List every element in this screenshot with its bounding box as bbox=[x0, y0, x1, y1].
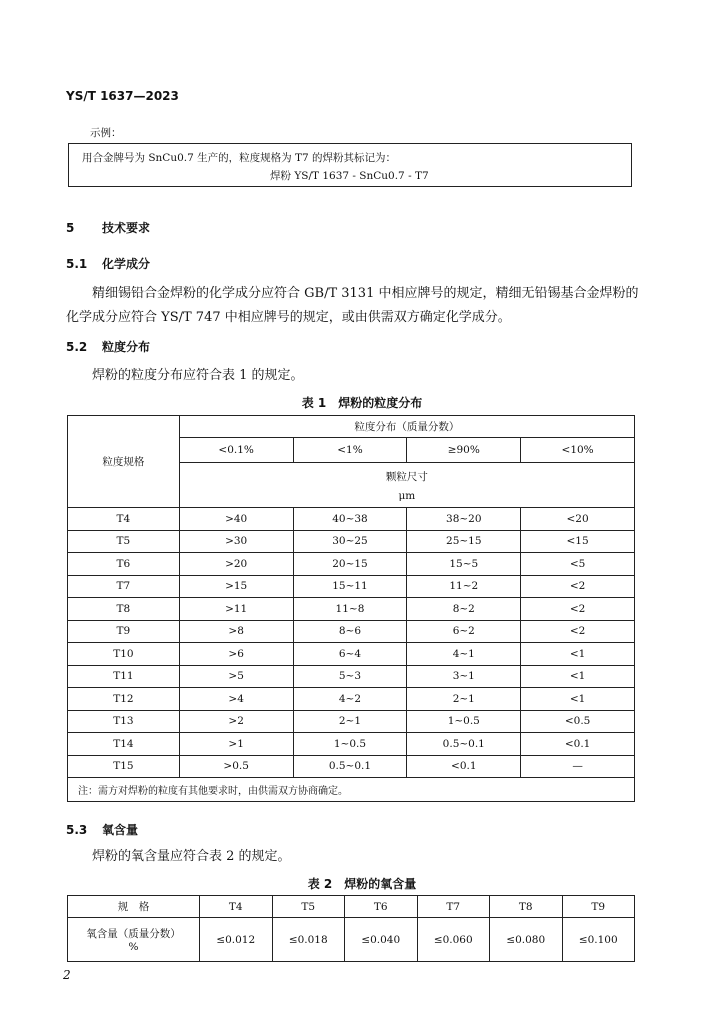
size-cell: 11~2 bbox=[407, 575, 521, 598]
table-row bbox=[68, 530, 635, 553]
section-5-2-body: 焊粉的粒度分布应符合表 1 的规定。 bbox=[92, 368, 304, 383]
size-cell: 6~2 bbox=[407, 620, 521, 643]
spec-cell: T4 bbox=[68, 508, 180, 531]
size-cell: <0.1 bbox=[521, 733, 635, 756]
section-5-heading bbox=[66, 219, 150, 236]
section-5-3-heading bbox=[66, 821, 138, 838]
spec-header-cell: T8 bbox=[490, 896, 563, 918]
oxygen-unit: % bbox=[128, 941, 139, 953]
oxygen-value-cell: ≤0.040 bbox=[345, 918, 418, 962]
size-cell: 20~15 bbox=[293, 553, 407, 576]
section-title: 技术要求 bbox=[102, 221, 151, 235]
size-cell: <2 bbox=[521, 575, 635, 598]
size-cell: — bbox=[521, 755, 635, 778]
table-1-caption: 表 1 焊粉的粒度分布 bbox=[301, 396, 423, 410]
size-cell: 1~0.5 bbox=[407, 710, 521, 733]
distribution-group-header: 粒度分布（质量分数） bbox=[179, 416, 634, 438]
table-row bbox=[68, 620, 635, 643]
document-id-header: YS/T 1637—2023 bbox=[66, 89, 179, 103]
table-row bbox=[68, 575, 635, 598]
section-5-1-body: 精细锡铅合金焊粉的化学成分应符合 GB/T 3131 中相应牌号的规定，精细无铅锡基合金焊粉的化学成分应符合 YS/T 747 中相应牌号的规定，或由供需双方确定化学成分。 bbox=[66, 286, 639, 325]
section-5-3-body: 焊粉的氧含量应符合表 2 的规定。 bbox=[92, 849, 291, 864]
size-cell: 25~15 bbox=[407, 530, 521, 553]
size-cell: 2~1 bbox=[407, 688, 521, 711]
size-cell: 4~2 bbox=[293, 688, 407, 711]
section-number: 5.2 bbox=[66, 340, 88, 354]
table-row bbox=[68, 710, 635, 733]
oxygen-value-cell: ≤0.012 bbox=[200, 918, 273, 962]
spec-column-header: 规 格 bbox=[68, 896, 200, 918]
size-cell: >15 bbox=[179, 575, 293, 598]
spec-cell: T10 bbox=[68, 643, 180, 666]
size-cell: <15 bbox=[521, 530, 635, 553]
spec-cell: T6 bbox=[68, 553, 180, 576]
size-cell: <2 bbox=[521, 598, 635, 621]
size-cell: >11 bbox=[179, 598, 293, 621]
table-row bbox=[68, 508, 635, 531]
size-cell: >2 bbox=[179, 710, 293, 733]
example-line-2: 焊粉 YS/T 1637 - SnCu0.7 - T7 bbox=[270, 170, 429, 182]
pct-header: <10% bbox=[521, 438, 635, 463]
size-cell: <5 bbox=[521, 553, 635, 576]
size-cell: <0.1 bbox=[407, 755, 521, 778]
section-number: 5 bbox=[66, 221, 75, 235]
size-cell: >20 bbox=[179, 553, 293, 576]
table-row bbox=[68, 553, 635, 576]
size-cell: >5 bbox=[179, 665, 293, 688]
size-cell: 38~20 bbox=[407, 508, 521, 531]
size-unit-header bbox=[179, 463, 634, 508]
size-cell: <1 bbox=[521, 643, 635, 666]
spec-header-cell: T6 bbox=[345, 896, 418, 918]
size-cell: 6~4 bbox=[293, 643, 407, 666]
size-cell: >30 bbox=[179, 530, 293, 553]
size-cell: >4 bbox=[179, 688, 293, 711]
page-number: 2 bbox=[63, 968, 71, 982]
pct-header: <1% bbox=[293, 438, 407, 463]
spec-cell: T13 bbox=[68, 710, 180, 733]
table-1-note: 注：需方对焊粉的粒度有其他要求时，由供需双方协商确定。 bbox=[68, 778, 635, 802]
spec-cell: T14 bbox=[68, 733, 180, 756]
spec-cell: T12 bbox=[68, 688, 180, 711]
size-cell: 0.5~0.1 bbox=[407, 733, 521, 756]
table-2-caption: 表 2 焊粉的氧含量 bbox=[307, 877, 417, 891]
example-line-1: 用合金牌号为 SnCu0.7 生产的，粒度规格为 T7 的焊粉其标记为： bbox=[82, 152, 396, 164]
table-row bbox=[68, 755, 635, 778]
pct-header: ≥90% bbox=[407, 438, 521, 463]
oxygen-label: 氧含量（质量分数） bbox=[86, 928, 181, 940]
spec-column-header: 粒度规格 bbox=[68, 416, 180, 508]
size-cell: <1 bbox=[521, 688, 635, 711]
size-cell: >8 bbox=[179, 620, 293, 643]
size-cell: 40~38 bbox=[293, 508, 407, 531]
size-cell: >40 bbox=[179, 508, 293, 531]
spec-cell: T7 bbox=[68, 575, 180, 598]
spec-header-cell: T4 bbox=[200, 896, 273, 918]
example-label: 示例： bbox=[90, 127, 122, 139]
section-5-1-heading bbox=[66, 255, 150, 272]
section-number: 5.3 bbox=[66, 823, 88, 837]
table-row bbox=[68, 643, 635, 666]
table-row bbox=[68, 688, 635, 711]
size-cell: 8~2 bbox=[407, 598, 521, 621]
section-5-2-heading bbox=[66, 338, 150, 355]
particle-size-table bbox=[67, 415, 635, 802]
size-cell: <1 bbox=[521, 665, 635, 688]
spec-cell: T11 bbox=[68, 665, 180, 688]
table-row bbox=[68, 733, 635, 756]
size-cell: >1 bbox=[179, 733, 293, 756]
size-unit: μm bbox=[398, 489, 416, 502]
size-cell: 30~25 bbox=[293, 530, 407, 553]
oxygen-value-cell: ≤0.080 bbox=[490, 918, 563, 962]
oxygen-value-cell: ≤0.060 bbox=[417, 918, 490, 962]
oxygen-row-label bbox=[68, 918, 200, 962]
size-cell: <20 bbox=[521, 508, 635, 531]
size-cell: 4~1 bbox=[407, 643, 521, 666]
table-row bbox=[68, 665, 635, 688]
size-cell: 0.5~0.1 bbox=[293, 755, 407, 778]
size-cell: 5~3 bbox=[293, 665, 407, 688]
spec-cell: T8 bbox=[68, 598, 180, 621]
oxygen-value-cell: ≤0.018 bbox=[272, 918, 345, 962]
table-row bbox=[68, 598, 635, 621]
spec-cell: T15 bbox=[68, 755, 180, 778]
size-cell: 15~5 bbox=[407, 553, 521, 576]
spec-header-cell: T9 bbox=[562, 896, 635, 918]
size-cell: 15~11 bbox=[293, 575, 407, 598]
size-cell: <2 bbox=[521, 620, 635, 643]
spec-cell: T5 bbox=[68, 530, 180, 553]
spec-header-cell: T5 bbox=[272, 896, 345, 918]
size-cell: 11~8 bbox=[293, 598, 407, 621]
spec-cell: T9 bbox=[68, 620, 180, 643]
section-title: 化学成分 bbox=[102, 257, 151, 271]
oxygen-content-table bbox=[67, 895, 635, 962]
size-label: 颗粒尺寸 bbox=[385, 470, 428, 483]
size-cell: 8~6 bbox=[293, 620, 407, 643]
size-cell: 1~0.5 bbox=[293, 733, 407, 756]
spec-header-cell: T7 bbox=[417, 896, 490, 918]
section-title: 粒度分布 bbox=[102, 340, 151, 354]
pct-header: <0.1% bbox=[179, 438, 293, 463]
size-cell: <0.5 bbox=[521, 710, 635, 733]
size-cell: 2~1 bbox=[293, 710, 407, 733]
section-number: 5.1 bbox=[66, 257, 88, 271]
oxygen-value-cell: ≤0.100 bbox=[562, 918, 635, 962]
size-cell: >0.5 bbox=[179, 755, 293, 778]
size-cell: >6 bbox=[179, 643, 293, 666]
size-cell: 3~1 bbox=[407, 665, 521, 688]
section-title: 氧含量 bbox=[102, 823, 139, 837]
